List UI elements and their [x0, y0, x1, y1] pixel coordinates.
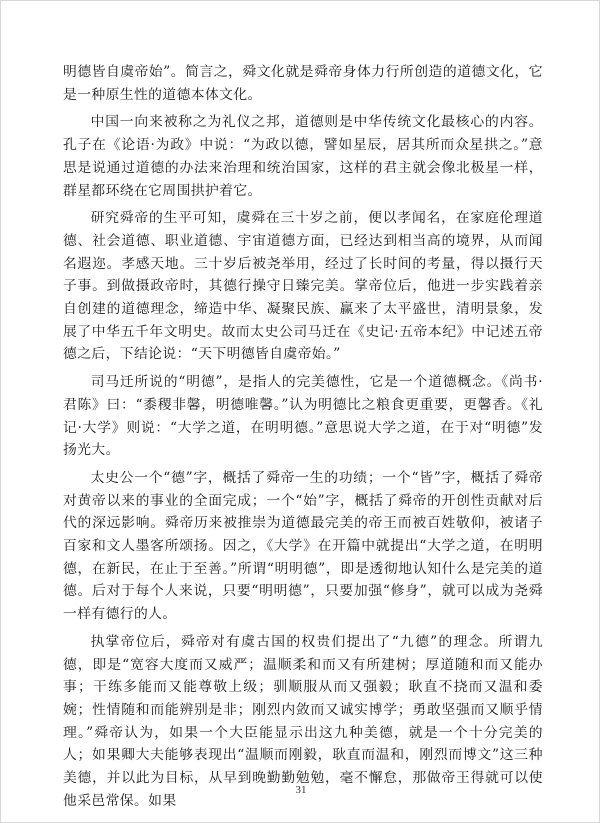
- paragraph-3: 研究舜帝的生平可知，虞舜在三十岁之前，便以孝闻名，在家庭伦理道德、社会道德、职业道德、宇宙道德方面，已经达到相当高的境界，从而闻名遐迩。孝感天地。三十岁后被尧举用，经过了长时间的考量，得以摄行天子事。到做摄政帝时，其德行操守日臻完美。掌帝位后，他进一步实践着亲自创建的道德理念，缔造中华、凝聚民族、赢来了太平盛世，清明景象，发展了中华五千年文明史。故而太史公司马迁在《史记·五帝本纪》中记述五帝德之后，下结论说：“天下明德皆自虞帝始。”: [63, 210, 543, 363]
- page-body: [63, 61, 543, 818]
- paragraph-6: 执掌帝位后，舜帝对有虞古国的权贵们提出了“九德”的理念。所谓九德，即是“宽容大度而又威严；温顺柔和而又有所建树；厚道随和而又能办事；干练多能而又能尊敬上级；驯顺服从而又强毅；耿直不挠而又温和委婉；性情随和而能辨别是非；刚烈内敛而又诚实博学；勇敢坚强而又顺乎情理。”舜帝认为，如果一个大臣能显示出这九种美德，就是一个十分完美的人；如果卿大夫能够表现出“温顺而刚毅，耿直而温和，刚烈而博文”这三种美德，并以此为目标，从早到晚勤勤勉勉，毫不懈怠，那做帝王得就可以使他采邑常保。如果: [63, 633, 543, 809]
- paragraph-1: 明德皆自虞帝始”。简言之，舜文化就是舜帝身体力行所创造的道德文化，它是一种原生性的道德本体文化。: [63, 64, 543, 103]
- page-number: 31: [295, 784, 307, 796]
- paragraph-4: 司马迁所说的“明德”，是指人的完美德性，它是一个道德概念。《尚书·君陈》曰：“黍稷非馨，明德唯馨。”认为明德比之粮食更重要，更馨香。《礼记·大学》则说：“大学之道，在明明德。”意思说大学之道，在于对“明德”发扬光大。: [63, 374, 543, 459]
- paragraph-5: 太史公一个“德”字，概括了舜帝一生的功绩；一个“皆”字，概括了舜帝对黄帝以来的事业的全面完成；一个“始”字，概括了舜帝的开创性贡献对后代的深远影响。舜帝历来被推崇为道德最完美的帝王而被百姓敬仰，被诸子百家和文人墨客所颂扬。因之，《大学》在开篇中就提出“大学之道，在明明德，在新民，在止于至善。”所谓“明明德”，即是透彻地认知什么是完美的道德。后对于每个人来说，只要“明明德”，只要加强“修身”，就可以成为尧舜一样有德行的人。: [63, 469, 543, 623]
- paragraph-2: 中国一向来被称之为礼仪之邦，道德则是中华传统文化最核心的内容。孔子在《论语·为政》中说：“为政以德，譬如星辰，居其所而众星拱之。”意思是说通过道德的办法来治理和统治国家，这样的君主就会像北极星一样，群星都环绕在它周围拱护着它。: [63, 114, 543, 199]
